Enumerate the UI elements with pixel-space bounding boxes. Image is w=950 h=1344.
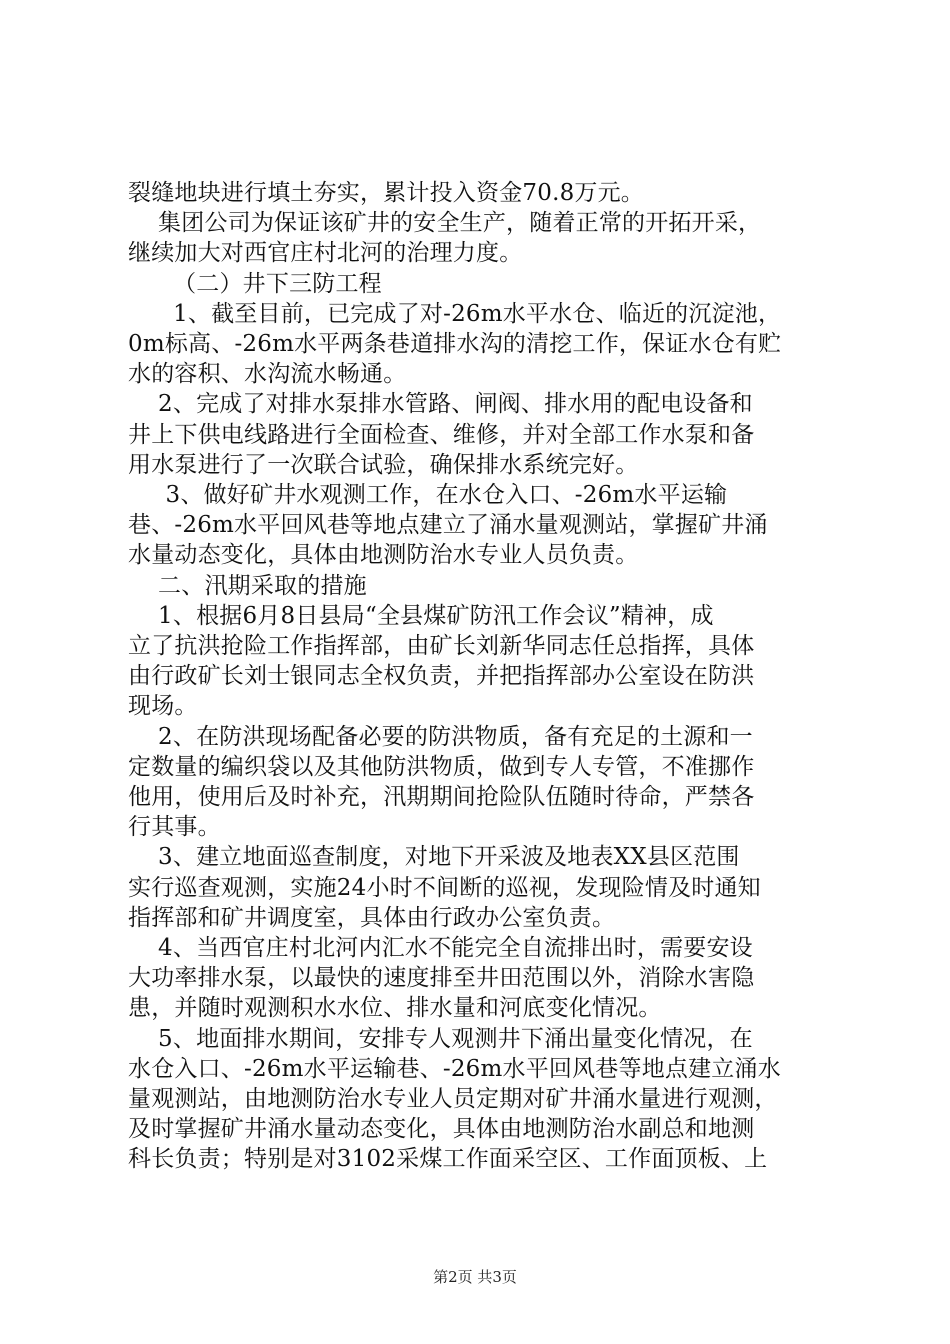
text-line: 及时掌握矿井涌水量动态变化，具体由地测防治水副总和地测 bbox=[128, 1116, 755, 1143]
text-line: 用水泵进行了一次联合试验，确保排水系统完好。 bbox=[128, 451, 639, 478]
text-line: 3、建立地面巡查制度，对地下开采波及地表XX县区范围 bbox=[128, 844, 740, 871]
text-line: 2、完成了对排水泵排水管路、闸阀、排水用的配电设备和 bbox=[128, 391, 753, 418]
text-line: 水的容积、水沟流水畅通。 bbox=[128, 361, 407, 388]
text-line: 巷、-26m水平回风巷等地点建立了涌水量观测站，掌握矿井涌 bbox=[128, 512, 768, 539]
text-line: 科长负责；特别是对3102采煤工作面采空区、工作面顶板、上 bbox=[128, 1146, 768, 1173]
text-line: 立了抗洪抢险工作指挥部，由矿长刘新华同志任总指挥，具体 bbox=[128, 633, 755, 659]
text-line: 指挥部和矿井调度室，具体由行政办公室负责。 bbox=[128, 904, 616, 931]
text-line: 水仓入口、-26m水平运输巷、-26m水平回风巷等地点建立涌水 bbox=[128, 1055, 781, 1082]
text-line: 定数量的编织袋以及其他防洪物质，做到专人专管，不准挪作 bbox=[128, 753, 755, 780]
text-line: （二）井下三防工程 bbox=[128, 270, 382, 297]
text-line: 实行巡查观测，实施24小时不间断的巡视，发现险情及时通知 bbox=[128, 874, 761, 901]
text-line: 集团公司为保证该矿井的安全生产，随着正常的开拓开采， bbox=[128, 210, 762, 237]
text-line: 裂缝地块进行填土夯实，累计投入资金70.8万元。 bbox=[128, 180, 645, 206]
text-line: 1、根据6月8日县局“全县煤矿防汛工作会议”精神，成 bbox=[128, 602, 714, 629]
text-line: 5、地面排水期间，安排专人观测井下涌出量变化情况，在 bbox=[128, 1025, 753, 1052]
text-line: 1、截至目前，已完成了对-26m水平水仓、临近的沉淀池， bbox=[128, 300, 782, 327]
text-line: 患，并随时观测积水水位、排水量和河底变化情况。 bbox=[128, 995, 662, 1022]
text-line: 他用，使用后及时补充，汛期期间抢险队伍随时待命，严禁各 bbox=[128, 784, 755, 810]
text-line: 2、在防洪现场配备必要的防洪物质，备有充足的土源和一 bbox=[128, 723, 753, 750]
text-line: 井上下供电线路进行全面检查、维修，并对全部工作水泵和备 bbox=[128, 421, 755, 448]
text-line: 3、做好矿井水观测工作，在水仓入口、-26m水平运输 bbox=[128, 482, 728, 508]
text-line: 行其事。 bbox=[128, 814, 221, 841]
text-line: 0m标高、-26m水平两条巷道排水沟的清挖工作，保证水仓有贮 bbox=[128, 331, 782, 357]
page-footer: 第2页 共3页 bbox=[433, 1268, 517, 1286]
text-line: 现场。 bbox=[128, 693, 198, 720]
text-line: 继续加大对西官庄村北河的治理力度。 bbox=[128, 240, 523, 267]
text-line: 量观测站，由地测防治水专业人员定期对矿井涌水量进行观测， bbox=[128, 1086, 778, 1112]
text-line: 大功率排水泵，以最快的速度排至井田范围以外，消除水害隐 bbox=[128, 965, 755, 992]
text-line: 二、汛期采取的措施 bbox=[128, 572, 367, 599]
text-line: 4、当西官庄村北河内汇水不能完全自流排出时，需要安设 bbox=[128, 935, 753, 961]
text-line: 由行政矿长刘士银同志全权负责，并把指挥部办公室设在防洪 bbox=[128, 663, 755, 690]
text-line: 水量动态变化，具体由地测防治水专业人员负责。 bbox=[128, 542, 639, 569]
